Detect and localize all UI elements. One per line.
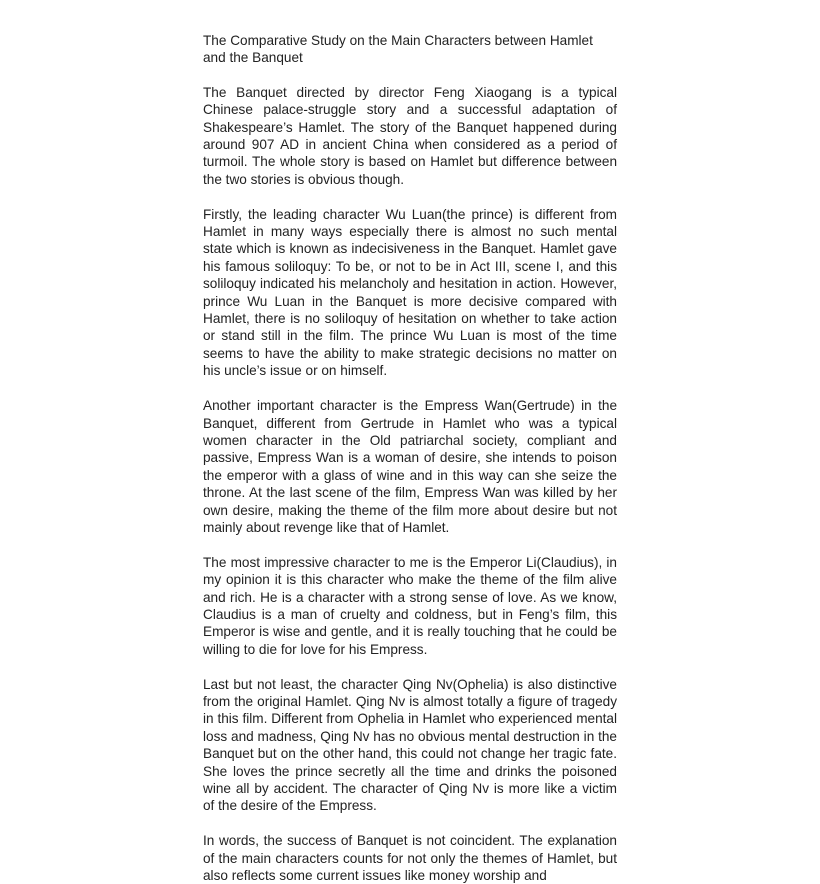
paragraph-qing-nv: Last but not least, the character Qing Nv(Ophelia) is also distinctive from the original Hamlet. Qing Nv is almost totally a figure of tragedy in this film. Different from Ophelia in Hamlet who experienced mental loss and madness, Qing Nv has no obvious mental destruction in the Banquet but on the other hand, this could not change her tragic fate. She loves the prince secretly all the time and drinks the poisoned wine all by accident. The character of Qing Nv is more like a victim of the desire of the Empress. xyxy=(203,676,617,814)
paragraph-emperor-li: The most impressive character to me is the Emperor Li(Claudius), in my opinion it is this character who make the theme of the film alive and rich. He is a character with a strong sense of love. As we know, Claudius is a man of cruelty and coldness, but in Feng’s film, this Emperor is wise and gentle, and it is really touching that he could be willing to die for love for his Empress. xyxy=(203,554,617,657)
paragraph-conclusion: In words, the success of Banquet is not coincident. The explanation of the main characters counts for not only the themes of Hamlet, but also reflects some current issues like money worship and xyxy=(203,833,617,884)
paragraph-wu-luan: Firstly, the leading character Wu Luan(the prince) is different from Hamlet in many ways especially there is almost no such mental state which is known as indecisiveness in the Banquet. Hamlet gave his famous soliloquy: To be, or not to be in Act III, scene I, and this soliloquy indicated his melancholy and hesitation in action. However, prince Wu Luan in the Banquet is more decisive compared with Hamlet, there is no soliloquy of hesitation on whether to take action or stand still in the film. The prince Wu Luan is most of the time seems to have the ability to make strategic decisions no matter on his uncle’s issue or on himself. xyxy=(203,206,617,379)
document-title: The Comparative Study on the Main Characters between Hamlet and the Banquet xyxy=(203,33,593,66)
paragraph-empress-wan: Another important character is the Empress Wan(Gertrude) in the Banquet, different from Gertrude in Hamlet who was a typical women character in the Old patriarchal society, compliant and passive, Empress Wan is a woman of desire, she intends to poison the emperor with a glass of wine and in this way can she seize the throne. At the last scene of the film, Empress Wan was killed by her own desire, making the theme of the film more about desire but not mainly about revenge like that of Hamlet. xyxy=(203,398,617,535)
paragraph-intro: The Banquet directed by director Feng Xiaogang is a typical Chinese palace-struggle story and a successful adaptation of Shakespeare’s Hamlet. The story of the Banquet happened during around 907 AD in ancient China when considered as a period of turmoil. The whole story is based on Hamlet but difference between the two stories is obvious though. xyxy=(203,84,617,187)
